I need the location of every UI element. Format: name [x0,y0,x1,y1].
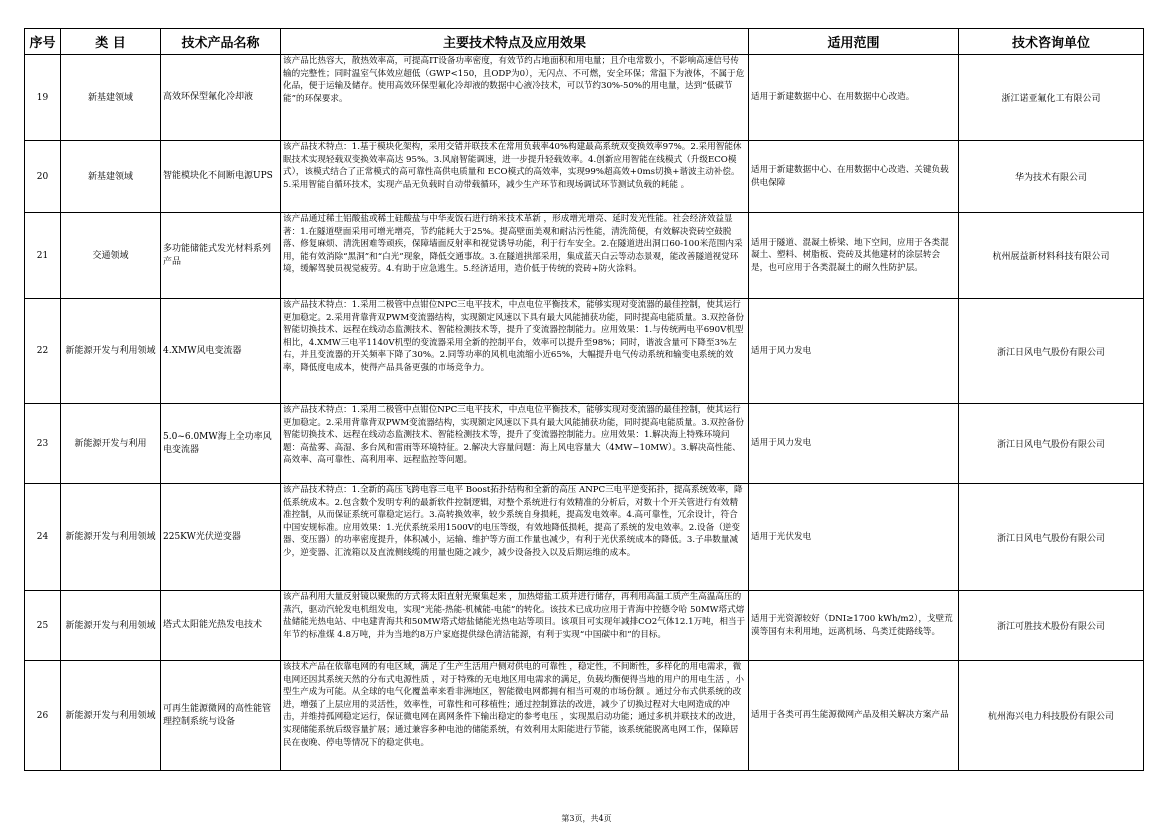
row-features: 该产品比热容大，散热效率高，可提高IT设备功率密度，有效节约占地面积和用电量；且介电常数小，不影响高速信号传输的完整性；同时温室气体效应超低（GWP<150，且ODP为0），无闪点、不可燃，安全环保；常温下为液体，不属于危化品，便于运输及储存。使用高效环保型氟化冷却液的数据中心液冷技术，可以节约30%-50%的用电量，达到“低碳节能”的环保要求。 [281,55,749,141]
table-row [25,213,1144,299]
row-no: 23 [25,404,61,484]
row-no: 25 [25,591,61,661]
row-scope: 适用于光伏发电 [749,484,959,591]
row-unit: 华为技术有限公司 [959,141,1144,213]
row-scope: 适用于风力发电 [749,404,959,484]
header-category: 类 目 [61,29,161,55]
row-unit: 浙江日风电气股份有限公司 [959,404,1144,484]
header-unit: 技术咨询单位 [959,29,1144,55]
row-product: 可再生能源微网的高性能管理控制系统与设备 [161,661,281,771]
table-row [25,661,1144,771]
row-features: 该产品通过稀土铝酸盐或稀土硅酸盐与中华麦饭石进行纳米技术革新 ，形成增光增亮、延时发光性能。社会经济效益显著：1.在隧道壁面采用可增光增亮，节约能耗大于25%。提高壁面美观和耐沾污性能，清洗简便，有效解决瓷砖空鼓脱落、修复麻烦、清洗困难等顽疾，保障墙面反射率和视觉诱导功能，利于行车安全。2.在隧道进出洞口60-100米范围内采用，能有效消除“黑洞”和“白光”现象，降低交通事故。3.在隧道拱部采用，集成蓝天白云等动态景观，能改善隧道视觉环境，缓解驾驶员视觉疲劳。4.有助于应急逃生。5.经济适用，造价低于传统的瓷砖+防火涂料。 [281,213,749,299]
row-product: 智能模块化不间断电源UPS [161,141,281,213]
row-category: 交通领域 [61,213,161,299]
row-features: 该产品技术特点：1.基于模块化架构，采用交错并联技术在常用负载率40%构建最高系统双变换效率97%。2.采用智能休眠技术实现轻载双变换效率高达 95%。3.风扇智能调速，进一步提升轻载效率。4.创新应用智能在线模式（升级ECO模式），该模式结合了正常模式的高可靠性高供电质量和 ECO模式的高效率，实现99%超高效+0ms切换+谐波主动补偿。5.采用智能自循环技术，实现产品无负载时自动带载循环，减少生产环节和现场调试环节测试负载的耗能 。 [281,141,749,213]
row-category: 新基建领域 [61,55,161,141]
row-unit: 浙江诺亚氟化工有限公司 [959,55,1144,141]
row-features: 该产品技术特点：1.采用二极管中点钳位NPC三电平技术，中点电位平衡技术，能够实现对变流器的最佳控制，使其运行更加稳定。2.采用背靠背双PWM变流器结构，实现额定风速以下具有最大风能捕获功能，同时提高电能质量。3.双控备份智能切换技术、远程在线动态监测技术、智能检测技术等，提升了变流器控制能力。应用效果：1.解决海上特殊环境问题：高盐雾、高湿、多台风和雷雨等环境特征。2.解决大容量问题：海上风电容量大（4MW~10MW）。3.解决高性能、高效率、高可靠性、高利用率、远程监控等问题。 [281,404,749,484]
table-row [25,299,1144,404]
row-scope: 适用于风力发电 [749,299,959,404]
row-category: 新能源开发与利用领域 [61,484,161,591]
row-no: 19 [25,55,61,141]
row-category: 新能源开发与利用领域 [61,591,161,661]
header-scope: 适用范围 [749,29,959,55]
row-product: 多功能储能式发光材料系列产品 [161,213,281,299]
page-footer: 第3页，共4页 [561,814,612,823]
row-unit: 杭州海兴电力科技股份有限公司 [959,661,1144,771]
row-category: 新能源开发与利用领域 [61,299,161,404]
header-product: 技术产品名称 [161,29,281,55]
row-no: 26 [25,661,61,771]
row-category: 新能源开发与利用领域 [61,661,161,771]
table-row [25,55,1144,141]
row-features: 该产品技术特点：1.全新的高压飞跨电容三电平 Boost拓扑结构和全新的高压 ANPC三电平逆变拓扑，提高系统效率，降低系统成本。2.包含数个发明专利的最新软件控制逻辑，对整个系统进行有效精准的分析后，对数十个开关管进行有效精准控制，从而保证系统可靠稳定运行。3.高转换效率，较少系统自身损耗，提高发电效率。4.高可靠性，冗余设计，符合中国安规标准。应用效果：1.光伏系统采用1500V的电压等级，有效地降低损耗，提高了系统的发电效率。2.设备（逆变器、变压器）的功率密度提升，体积减小，运输、维护等方面工作量也减少，有利于光伏系统成本的降低。3.子串数量减少，逆变器、汇流箱以及直流侧线缆的用量也随之减少，减少设备投入以及后期运维的成本。 [281,484,749,591]
row-no: 22 [25,299,61,404]
row-product: 塔式太阳能光热发电技术 [161,591,281,661]
header-no: 序号 [25,29,61,55]
row-unit: 浙江日风电气股份有限公司 [959,484,1144,591]
header-row [25,29,1144,55]
row-category: 新能源开发与利用 [61,404,161,484]
table-row [25,141,1144,213]
table-row [25,484,1144,591]
table-row [25,404,1144,484]
row-unit: 浙江可胜技术股份有限公司 [959,591,1144,661]
row-features: 该产品技术特点：1.采用二极管中点钳位NPC三电平技术，中点电位平衡技术，能够实现对变流器的最佳控制，使其运行更加稳定。2.采用背靠背双PWM变流器结构，实现额定风速以下具有最大风能捕获功能，同时提高电能质量。3.双控备份智能切换技术、远程在线动态监测技术、智能检测技术等，提升了变流器控制能力。应用效果：1.与传统两电平690V机型相比，4.XMW三电平1140V机型的变流器采用全新的控制平台，效率可以提升至98%；同时，谐波含量可下降至3%左右，并且变流器的开关频率下降了30%。2.同等功率的风机电流缩小近65%，大幅提升电气传动系统和输变电系统的效率，降低度电成本，使得产品具备更强的市场竞争力。 [281,299,749,404]
row-product: 5.0~6.0MW海上全功率风电变流器 [161,404,281,484]
row-product: 高效环保型氟化冷却液 [161,55,281,141]
row-features: 该产品利用大量反射镜以聚焦的方式将太阳直射光聚集起来 ，加热熔盐工质并进行储存，再利用高温工质产生高温高压的蒸汽，驱动汽轮发电机组发电，实现“光能-热能-机械能-电能”的转化。该技术已成功应用于青海中控德令哈 50MW塔式熔盐储能光热电站、中电建青海共和50MW塔式熔盐储能光热电站等项目。该项目可实现年减排CO2气体12.1万吨，相当于年节约标准煤 4.8万吨，并为当地约8万户家庭提供绿色清洁能源，有利于实现“中国碳中和”的目标。 [281,591,749,661]
row-product: 4.XMW风电变流器 [161,299,281,404]
row-category: 新基建领域 [61,141,161,213]
row-scope: 适用于新建数据中心、在用数据中心改造。 [749,55,959,141]
row-no: 21 [25,213,61,299]
row-scope: 适用于光资源较好（DNI≥1700 kWh/m2），戈壁荒漠等国有未利用地，远离机场、鸟类迁徙路线等。 [749,591,959,661]
row-no: 24 [25,484,61,591]
header-features: 主要技术特点及应用效果 [281,29,749,55]
row-no: 20 [25,141,61,213]
row-features: 该技术产品在依靠电网的有电区域，满足了生产生活用户侧对供电的可靠性 ，稳定性，不间断性，多样化的用电需求，微电网还因其系统天然的分布式电源性质 ，对于特殊的无电地区用电需求的满足，负载均衡便得当地的用户的用电生活 ，小型生产成为可能。从全球的电气化覆盖率来看非洲地区，智能微电网都拥有相当可观的市场份额 。通过分布式供系统的改进，增强了上层应用的灵活性，效率性，可靠性和可移植性；通过控制算法的改进，减少了切换过程对大电网造成的冲击，并维持孤网稳定运行，保证微电网在离网条件下输出稳定的参考电压 ，实现黑启动功能；通过多机并联技术的改进，实现储能系统后级容量扩展；通过兼容多种电池的储能系统，有效利用太阳能进行节能，该系统能脱离电网工作，保障居民在夜晚、停电等情况下的稳定供电。 [281,661,749,771]
row-unit: 杭州展益新材料科技有限公司 [959,213,1144,299]
row-product: 225KW光伏逆变器 [161,484,281,591]
row-unit: 浙江日风电气股份有限公司 [959,299,1144,404]
row-scope: 适用于各类可再生能源微网产品及相关解决方案产品 [749,661,959,771]
row-scope: 适用于新建数据中心、在用数据中心改造、关键负载供电保障 [749,141,959,213]
technology-table [24,28,1144,771]
table-row [25,591,1144,661]
row-scope: 适用于隧道、混凝土桥梁、地下空间，应用于各类混凝土、塑料、树脂板、瓷砖及其他建材的涂层转会是，也可应用于各类混凝土的耐久性防护层。 [749,213,959,299]
